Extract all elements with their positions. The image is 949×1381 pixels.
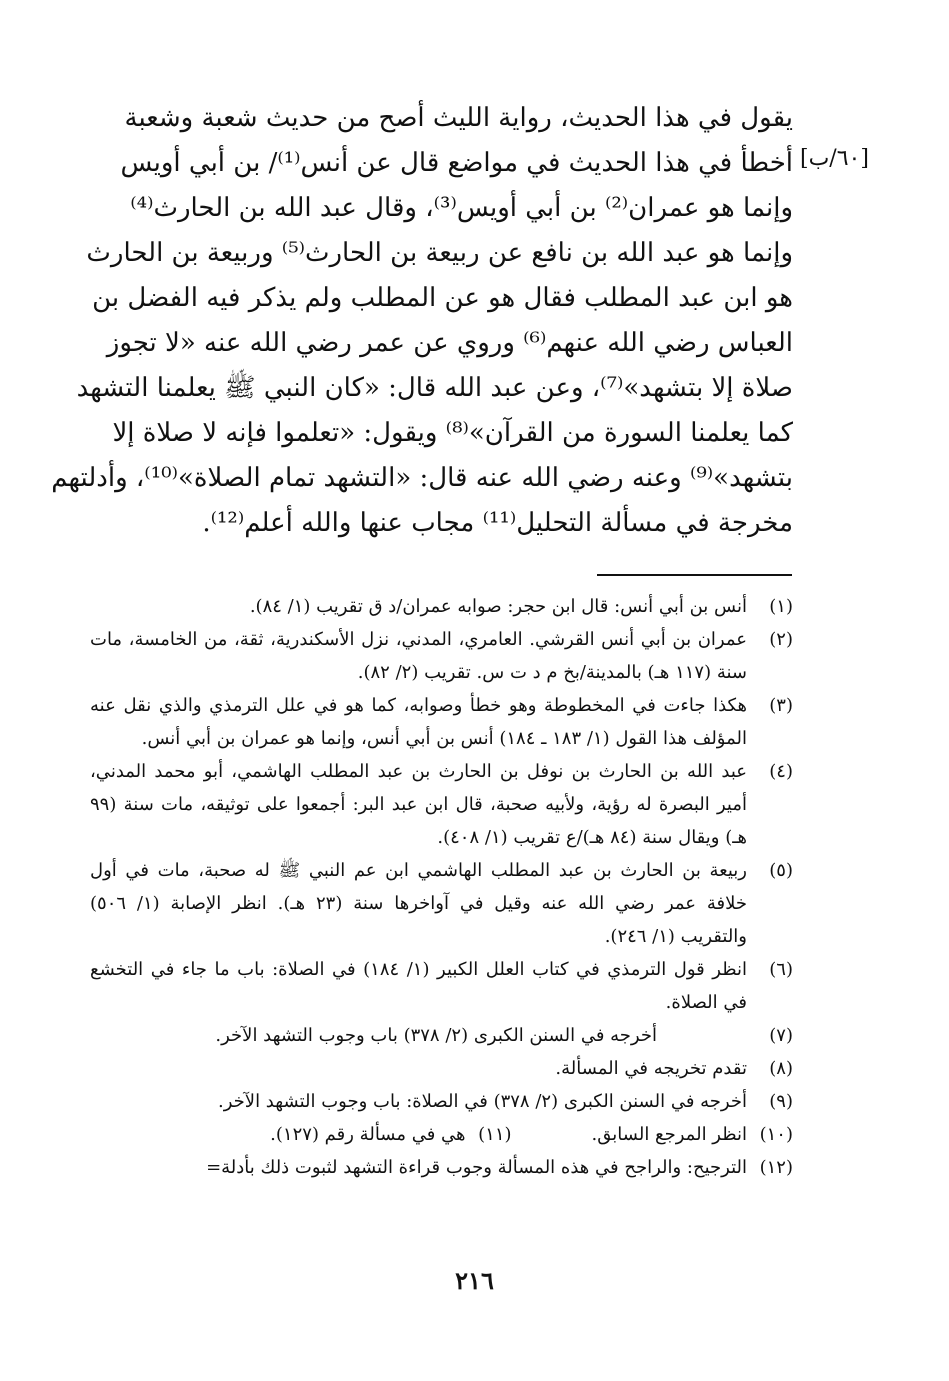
footnote-item bbox=[90, 1151, 793, 1184]
main-text-line: مخرجة في مسألة التحليل⁽¹¹⁾ مجاب عنها والله أعلم⁽¹²⁾. bbox=[202, 508, 793, 538]
footnote-number: (٧) bbox=[769, 1025, 793, 1046]
main-text-line: وإنما هو عمران⁽²⁾ بن أبي أويس⁽³⁾، وقال عبد الله بن الحارث⁽⁴⁾ bbox=[130, 193, 793, 223]
footnote-text: هي في مسألة رقم (١٢٧). bbox=[270, 1124, 466, 1145]
footnote-item bbox=[90, 1052, 793, 1085]
footnote-text: أخرجه في السنن الكبرى (٢/ ٣٧٨) في الصلاة: باب وجوب التشهد الآخر. bbox=[218, 1091, 747, 1112]
footnote-number: (٤) bbox=[769, 761, 793, 782]
footnote-number: (٥) bbox=[769, 860, 793, 881]
page-number: ٢١٦ bbox=[455, 1266, 494, 1295]
main-text-block bbox=[51, 96, 793, 546]
footnote-text: هكذا جاءت في المخطوطة وهو خطأ وصوابه، كما هو في علل الترمذي والذي نقل عنه المؤلف هذا القول (١/ ١٨٣ ـ ١٨٤) أنس بن أبي أنس، وإنما هو عمران بن أبي أنس. bbox=[90, 695, 747, 749]
footnote-number: (٣) bbox=[769, 695, 793, 716]
footnote-text: أخرجه في السنن الكبرى (٢/ ٣٧٨) باب وجوب التشهد الآخر. bbox=[215, 1025, 657, 1046]
main-text-line: يقول في هذا الحديث، رواية الليث أصح من حديث شعبة وشعبة bbox=[124, 103, 793, 133]
footnote-item bbox=[90, 590, 793, 623]
footnote-text: أنس بن أبي أنس: قال ابن حجر: صوابه عمران/د ق تقريب (١/ ٨٤). bbox=[249, 596, 747, 617]
footnote-number: (١٠) bbox=[759, 1124, 793, 1145]
footnote-item bbox=[90, 953, 793, 1019]
footnote-number: (٦) bbox=[769, 959, 793, 980]
footnote-number: (٨) bbox=[769, 1058, 793, 1079]
main-text-line: هو ابن عبد المطلب فقال هو عن المطلب ولم يذكر فيه الفضل بن bbox=[92, 283, 793, 313]
main-text-line: وإنما هو عبد الله بن نافع عن ربيعة بن الحارث⁽⁵⁾ وربيعة بن الحارث bbox=[86, 238, 793, 268]
footnote-text: تقدم تخريجه في المسألة. bbox=[555, 1058, 747, 1079]
footnote-item bbox=[90, 623, 793, 689]
main-text-line: العباس رضي الله عنهم⁽⁶⁾ وروي عن عمر رضي الله عنه «لا تجوز bbox=[106, 328, 793, 358]
footnote-text: عمران بن أبي أنس القرشي. العامري، المدني، نزل الأسكندرية، ثقة، من الخامسة، مات سنة (١١٧ هـ) بالمدينة/بخ م د ت س. تقريب (٢/ ٨٢). bbox=[90, 629, 747, 683]
footnote-pair-row bbox=[90, 1118, 793, 1151]
main-text-line: أخطأ في هذا الحديث في مواضع قال عن أنس⁽¹⁾/ بن أبي أويس bbox=[120, 148, 793, 178]
footnote-item bbox=[90, 755, 793, 854]
main-text-line: بتشهد»⁽⁹⁾ وعنه رضي الله عنه قال: «التشهد تمام الصلاة»⁽¹⁰⁾، وأدلتهم bbox=[51, 463, 793, 493]
footnote-number: (١٢) bbox=[759, 1157, 793, 1178]
footnote-item bbox=[90, 1019, 793, 1052]
main-text-line: صلاة إلا بتشهد»⁽⁷⁾، وعن عبد الله قال: «كان النبي ﷺ يعلمنا التشهد bbox=[76, 373, 793, 403]
footnote-number: (١) bbox=[769, 596, 793, 617]
footnote-text: الترجيح: والراجح في هذه المسألة وجوب قراءة التشهد لثبوت ذلك بأدلة= bbox=[206, 1157, 747, 1178]
main-text-line: كما يعلمنا السورة من القرآن»⁽⁸⁾ ويقول: «تعلموا فإنه لا صلاة إلا bbox=[112, 418, 793, 448]
footnote-separator bbox=[597, 574, 792, 576]
footnote-item bbox=[592, 1118, 793, 1151]
footnote-text: ربيعة بن الحارث بن عبد المطلب الهاشمي ابن عم النبي ﷺ له صحبة، مات في أول خلافة عمر رضي الله عنه وقيل في آواخرها سنة (٢٣ هـ). انظر الإصابة (١/ ٥٠٦) والتقريب (١/ ٢٤٦). bbox=[90, 860, 747, 947]
footnote-text: انظر المرجع السابق. bbox=[591, 1124, 747, 1145]
footnote-item bbox=[270, 1118, 511, 1151]
footnote-number: (٢) bbox=[769, 629, 793, 650]
footnotes bbox=[90, 590, 793, 1184]
footnote-item bbox=[90, 854, 793, 953]
folio-marker: [٦٠/ب] bbox=[800, 146, 869, 171]
footnote-item bbox=[90, 1085, 793, 1118]
footnote-text: انظر قول الترمذي في كتاب العلل الكبير (١/ ١٨٤) في الصلاة: باب ما جاء في التخشع في الصلاة. bbox=[90, 959, 748, 1013]
footnote-number: (٩) bbox=[769, 1091, 793, 1112]
footnote-item bbox=[90, 689, 793, 755]
footnote-text: عبد الله بن الحارث بن نوفل بن الحارث بن عبد المطلب الهاشمي، أبو محمد المدني، أمير البصرة له رؤية، ولأبيه صحبة، قال ابن عبد البر: أجمعوا على توثيقه، مات سنة (٩٩ هـ) ويقال سنة (٨٤ هـ)/ع تقريب (١/ ٤٠٨). bbox=[90, 761, 747, 848]
footnote-number: (١١) bbox=[478, 1124, 512, 1145]
